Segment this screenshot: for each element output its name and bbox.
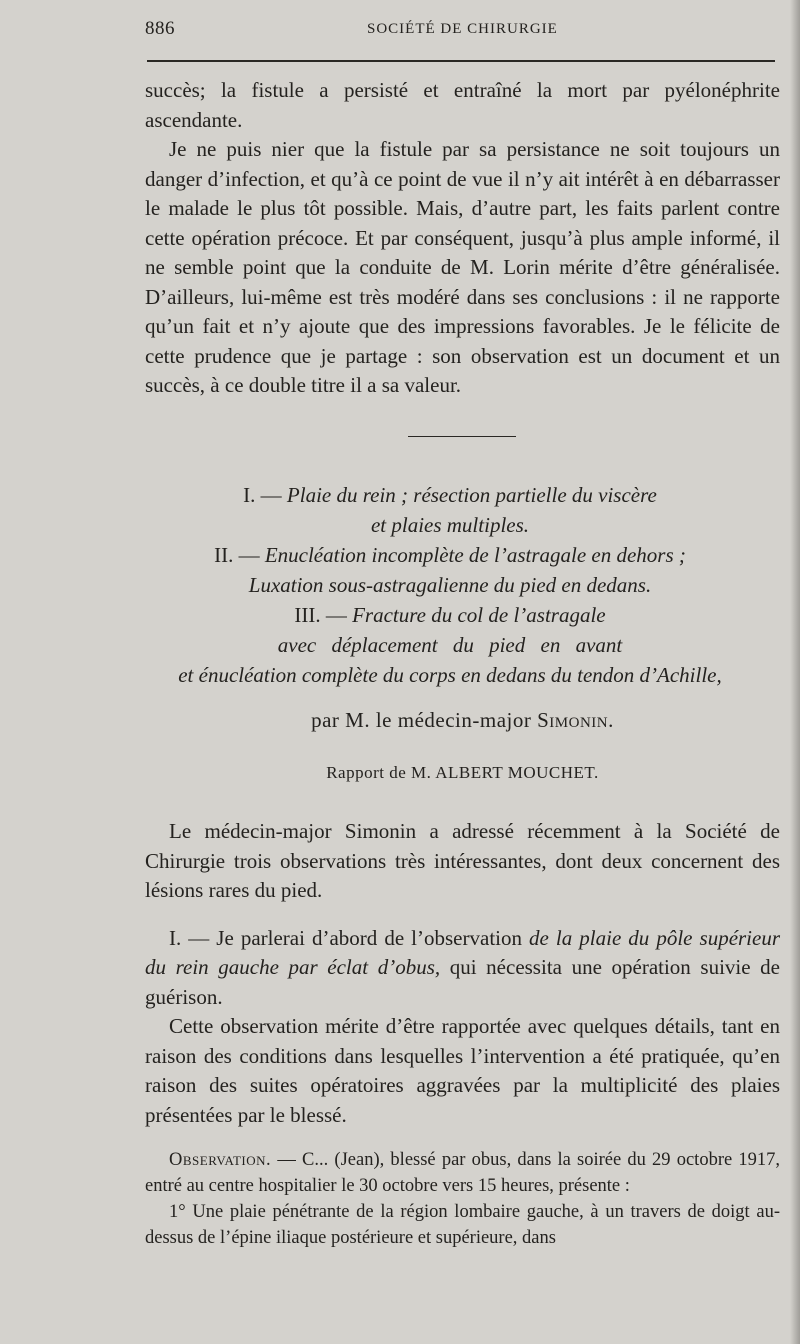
title-2-line-2: Luxation sous-astragalienne du pied en dedans. [248, 573, 652, 597]
intro-paragraph-2: Je ne puis nier que la fistule par sa persistance ne soit toujours un danger d’infection, et qu’à ce point de vue il n’y ait intérêt à en débarrasser le malade le plus tôt possible. Mais, d’autre part, les faits parlent contre cette opération précoce. Et par conséquent, jusqu’à plus ample informé, il ne semble point que la conduite de M. Lorin mérite d’être généralisée. D’ailleurs, lui-même est très modéré dans ses conclusions : il ne rapporte qu’un fait et n’y ajoute que des impressions favorables. Je le félicite de cette prudence que je partage : son observation est un document et un succès, à ce double titre il a sa valeur. [145, 137, 780, 397]
title-1-number: I. — [243, 483, 282, 507]
title-2-number: II. — [214, 543, 260, 567]
page-edge-shadow [790, 0, 800, 1344]
observation-paragraph-2: 1° Une plaie pénétrante de la région lombaire gauche, à un travers de doigt au-dessus de l’épine iliaque postérieure et supérieure, dans [145, 1202, 780, 1248]
body-section [145, 817, 780, 1130]
title-1-line-2: et plaies multiples. [370, 513, 530, 537]
running-head: SOCIÉTÉ DE CHIRURGIE [367, 21, 558, 37]
header-rule [147, 60, 775, 62]
report-prefix: Rapport de M. [326, 763, 432, 782]
report-author: ALBERT MOUCHET. [435, 763, 599, 782]
intro-section [145, 76, 780, 401]
title-3-line-3: et énucléation complète du corps en dedans du tendon d’Achille, [178, 663, 722, 687]
observation-section [145, 1147, 780, 1251]
report-titles [120, 480, 780, 690]
page-number: 886 [145, 18, 175, 39]
body-paragraph-1: Le médecin-major Simonin a adressé récemment à la Société de Chirurgie trois observations très intéressantes, dont deux concernent des lésions rares du pied. [145, 819, 780, 902]
byline [145, 708, 780, 733]
title-3-line-1: III. — Fracture du col de l’astragale [294, 603, 606, 627]
observation-paragraph-1: Observation. — C... (Jean), blessé par obus, dans la soirée du 29 octobre 1917, entré au centre hospitalier le 30 octobre vers 15 heures, présente : [145, 1150, 780, 1196]
title-3-line-2: avec déplacement du pied en avant [277, 633, 623, 657]
section-divider [408, 436, 516, 437]
title-1-line-1: I. — Plaie du rein ; résection partielle du viscère [243, 483, 657, 507]
observation-label: Observation. [169, 1150, 272, 1170]
title-2-line-1: II. — Enucléation incomplète de l’astragale en dehors ; [214, 543, 686, 567]
report-line [145, 763, 780, 783]
body-paragraph-2-italic: de la plaie du pôle supérieur du rein gauche par éclat d’obus, [145, 925, 781, 979]
byline-author: Simonin. [537, 708, 614, 732]
intro-paragraph-1: succès; la fistule a persisté et entraîné la mort par pyélonéphrite ascendante. [145, 78, 780, 132]
byline-prefix: par M. le médecin-major [311, 708, 532, 732]
title-3-number: III. — [294, 603, 347, 627]
page-header [145, 18, 780, 44]
body-paragraph-2: I. — Je parlerai d’abord de l’observation de la plaie du pôle supérieur du rein gauche par éclat d’obus, qui nécessita une opération suivie de guérison. [145, 925, 781, 1009]
body-paragraph-3: Cette observation mérite d’être rapportée avec quelques détails, tant en raison des conditions dans lesquelles l’intervention a été pratiquée, qu’en raison des suites opératoires aggravées par la multiplicité des plaies présentées par le blessé. [145, 1014, 780, 1127]
